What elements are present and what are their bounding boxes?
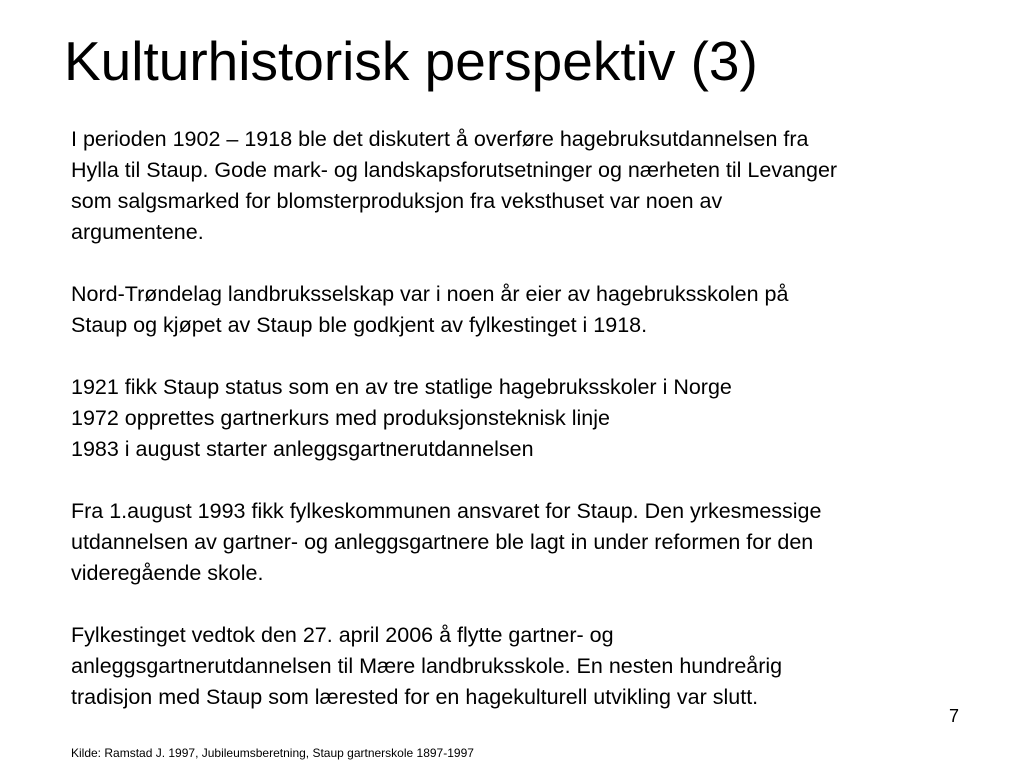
paragraph-line: utdannelsen av gartner- og anleggsgartnere ble lagt in under reformen for den bbox=[71, 530, 814, 554]
slide-body bbox=[71, 124, 1001, 744]
slide-title: Kulturhistorisk perspektiv (3) bbox=[64, 30, 758, 92]
paragraph-line: tradisjon med Staup som lærested for en hagekulturell utvikling var slutt. bbox=[71, 685, 759, 709]
paragraph-line: I perioden 1902 – 1918 ble det diskutert å overføre hagebruksutdannelsen fra bbox=[71, 127, 809, 151]
paragraph-landbruksselskap bbox=[71, 279, 1001, 341]
paragraph-line: Fra 1.august 1993 fikk fylkeskommunen ansvaret for Staup. Den yrkesmessige bbox=[71, 499, 822, 523]
paragraph-hylla-to-staup bbox=[71, 124, 1001, 248]
paragraph-line: Staup og kjøpet av Staup ble godkjent av fylkestinget i 1918. bbox=[71, 313, 648, 337]
paragraph-line: som salgsmarked for blomsterproduksjon fra veksthuset var noen av bbox=[71, 189, 723, 213]
paragraph-line: argumentene. bbox=[71, 220, 204, 244]
paragraph-fylkeskommunen bbox=[71, 496, 1001, 589]
paragraph-line: Hylla til Staup. Gode mark- og landskapsforutsetninger og nærheten til Levanger bbox=[71, 158, 838, 182]
paragraph-timeline bbox=[71, 372, 1001, 465]
paragraph-line: Nord-Trøndelag landbruksselskap var i noen år eier av hagebruksskolen på bbox=[71, 282, 789, 306]
timeline-line: 1983 i august starter anleggsgartnerutdannelsen bbox=[71, 437, 534, 461]
timeline-line: 1972 opprettes gartnerkurs med produksjonsteknisk linje bbox=[71, 406, 610, 430]
page-number: 7 bbox=[949, 706, 960, 726]
source-citation: Kilde: Ramstad J. 1997, Jubileumsberetning, Staup gartnerskole 1897-1997 bbox=[71, 746, 474, 760]
paragraph-fylkestinget-2006 bbox=[71, 620, 1001, 713]
paragraph-line: videregående skole. bbox=[71, 561, 264, 585]
paragraph-line: Fylkestinget vedtok den 27. april 2006 å flytte gartner- og bbox=[71, 623, 614, 647]
timeline-line: 1921 fikk Staup status som en av tre statlige hagebruksskoler i Norge bbox=[71, 375, 732, 399]
paragraph-line: anleggsgartnerutdannelsen til Mære landbruksskole. En nesten hundreårig bbox=[71, 654, 783, 678]
